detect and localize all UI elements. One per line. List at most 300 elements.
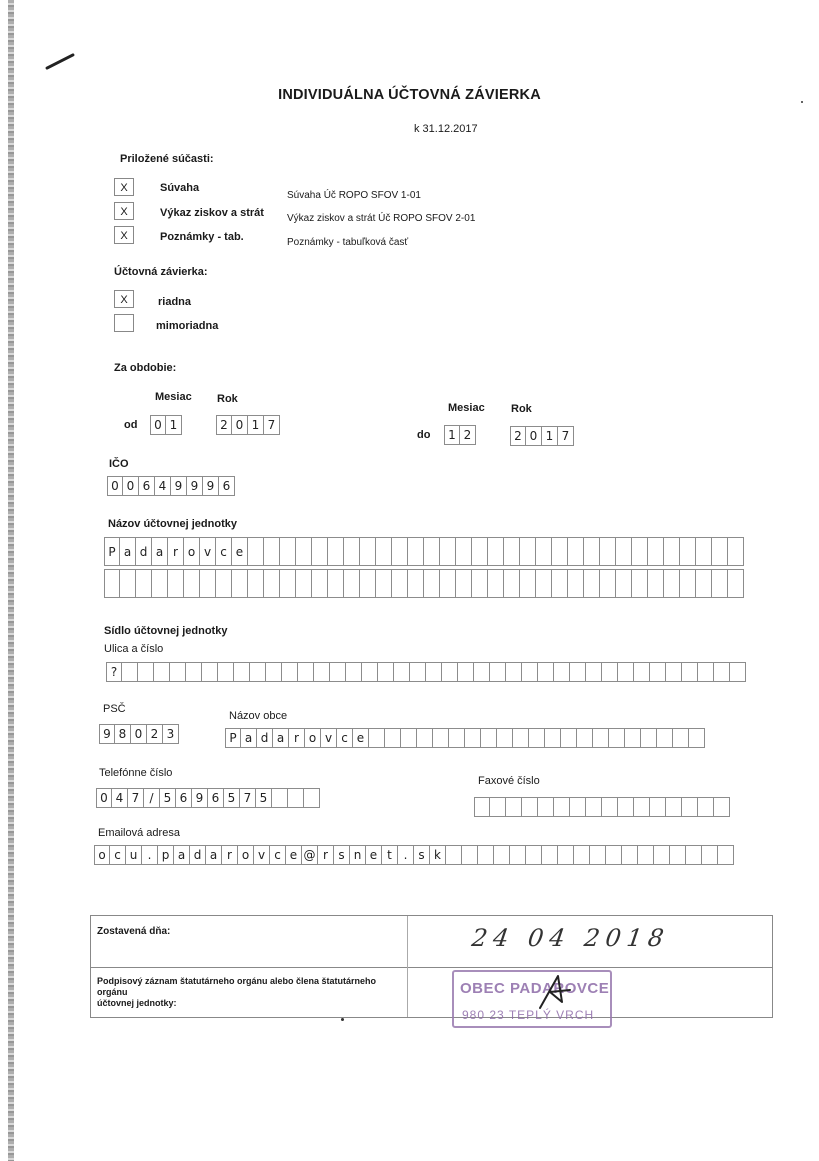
grid-cell[interactable] xyxy=(545,728,561,748)
grid-cell[interactable] xyxy=(522,797,538,817)
phone-grid[interactable] xyxy=(96,788,320,808)
grid-cell[interactable]: 3 xyxy=(163,724,179,744)
grid-cell[interactable]: 7 xyxy=(240,788,256,808)
grid-cell[interactable] xyxy=(506,797,522,817)
grid-cell[interactable] xyxy=(426,662,442,682)
grid-cell[interactable] xyxy=(474,662,490,682)
grid-cell[interactable] xyxy=(314,662,330,682)
grid-cell[interactable]: 7 xyxy=(128,788,144,808)
grid-cell[interactable]: r xyxy=(222,845,238,865)
grid-cell[interactable] xyxy=(698,662,714,682)
period-from-year-grid[interactable] xyxy=(216,415,280,435)
grid-cell[interactable] xyxy=(280,569,296,598)
ico-grid[interactable] xyxy=(107,476,235,496)
grid-cell[interactable] xyxy=(554,797,570,817)
grid-cell[interactable]: s xyxy=(414,845,430,865)
grid-cell[interactable] xyxy=(670,845,686,865)
grid-cell[interactable] xyxy=(456,537,472,566)
grid-cell[interactable] xyxy=(344,569,360,598)
grid-cell[interactable] xyxy=(488,537,504,566)
grid-cell[interactable] xyxy=(481,728,497,748)
signature-icon xyxy=(536,972,576,1012)
grid-cell[interactable] xyxy=(634,797,650,817)
grid-cell[interactable] xyxy=(490,662,506,682)
pen-mark xyxy=(45,53,75,70)
entity-name-label: Názov účtovnej jednotky xyxy=(108,518,237,530)
street-grid[interactable] xyxy=(106,662,746,682)
grid-cell[interactable] xyxy=(510,845,526,865)
attachment-desc-poznamky: Poznámky - tabuľková časť xyxy=(287,237,409,248)
grid-cell[interactable] xyxy=(122,662,138,682)
grid-cell[interactable]: . xyxy=(142,845,158,865)
grid-cell[interactable]: r xyxy=(289,728,305,748)
grid-cell[interactable] xyxy=(664,569,680,598)
grid-cell[interactable] xyxy=(657,728,673,748)
grid-cell[interactable]: 0 xyxy=(232,415,248,435)
grid-cell[interactable] xyxy=(654,845,670,865)
grid-cell[interactable] xyxy=(304,788,320,808)
period-to-label: do xyxy=(417,429,431,441)
town-label: Názov obce xyxy=(229,710,288,722)
grid-cell[interactable]: o xyxy=(305,728,321,748)
grid-cell[interactable]: 2 xyxy=(460,425,476,445)
grid-cell[interactable] xyxy=(266,662,282,682)
grid-cell[interactable] xyxy=(504,569,520,598)
grid-cell[interactable] xyxy=(280,537,296,566)
grid-cell[interactable] xyxy=(570,662,586,682)
attachment-checkbox-poznamky[interactable]: X xyxy=(114,226,134,244)
grid-cell[interactable] xyxy=(561,728,577,748)
period-to-month-label: Mesiac xyxy=(448,402,485,414)
grid-cell[interactable] xyxy=(712,537,728,566)
grid-cell[interactable] xyxy=(449,728,465,748)
grid-cell[interactable]: k xyxy=(430,845,446,865)
grid-cell[interactable]: 9 xyxy=(192,788,208,808)
grid-cell[interactable] xyxy=(606,845,622,865)
grid-cell[interactable] xyxy=(376,569,392,598)
grid-cell[interactable]: 2 xyxy=(147,724,163,744)
grid-cell[interactable]: n xyxy=(350,845,366,865)
grid-cell[interactable] xyxy=(522,662,538,682)
grid-cell[interactable]: a xyxy=(206,845,222,865)
grid-cell[interactable]: 6 xyxy=(176,788,192,808)
grid-cell[interactable] xyxy=(714,797,730,817)
grid-cell[interactable] xyxy=(536,569,552,598)
grid-cell[interactable]: c xyxy=(270,845,286,865)
grid-cell[interactable] xyxy=(202,662,218,682)
table-divider-vertical xyxy=(407,916,408,1017)
grid-cell[interactable] xyxy=(248,569,264,598)
grid-cell[interactable]: 4 xyxy=(112,788,128,808)
grid-cell[interactable]: 6 xyxy=(208,788,224,808)
grid-cell[interactable] xyxy=(440,569,456,598)
grid-cell[interactable] xyxy=(424,537,440,566)
document-title: INDIVIDUÁLNA ÚČTOVNÁ ZÁVIERKA xyxy=(278,87,541,103)
grid-cell[interactable] xyxy=(538,797,554,817)
grid-cell[interactable] xyxy=(584,537,600,566)
grid-cell[interactable] xyxy=(424,569,440,598)
grid-cell[interactable] xyxy=(600,569,616,598)
grid-cell[interactable]: P xyxy=(225,728,241,748)
grid-cell[interactable] xyxy=(410,662,426,682)
closing-label-riadna: riadna xyxy=(158,296,192,308)
grid-cell[interactable] xyxy=(465,728,481,748)
grid-cell[interactable] xyxy=(344,537,360,566)
grid-cell[interactable] xyxy=(702,845,718,865)
grid-cell[interactable]: 8 xyxy=(115,724,131,744)
grid-cell[interactable] xyxy=(616,569,632,598)
grid-cell[interactable] xyxy=(478,845,494,865)
grid-cell[interactable] xyxy=(728,537,744,566)
phone-label: Telefónne číslo xyxy=(99,767,173,779)
grid-cell[interactable] xyxy=(602,797,618,817)
grid-cell[interactable]: u xyxy=(126,845,142,865)
grid-cell[interactable] xyxy=(200,569,216,598)
grid-cell[interactable] xyxy=(152,569,168,598)
stamp-line-1: OBEC PADAROVCE xyxy=(460,980,610,997)
grid-cell[interactable] xyxy=(616,537,632,566)
period-from-month-label: Mesiac xyxy=(155,391,192,403)
fax-label: Faxové číslo xyxy=(478,775,540,787)
grid-cell[interactable] xyxy=(248,537,264,566)
grid-cell[interactable] xyxy=(458,662,474,682)
grid-cell[interactable] xyxy=(641,728,657,748)
grid-cell[interactable]: 4 xyxy=(155,476,171,496)
grid-cell[interactable] xyxy=(696,537,712,566)
grid-cell[interactable] xyxy=(622,845,638,865)
grid-cell[interactable] xyxy=(632,569,648,598)
grid-cell[interactable] xyxy=(312,537,328,566)
grid-cell[interactable]: c xyxy=(216,537,232,566)
ico-label: IČO xyxy=(109,458,129,470)
grid-cell[interactable] xyxy=(698,797,714,817)
grid-cell[interactable] xyxy=(362,662,378,682)
table-divider xyxy=(91,967,772,968)
grid-cell[interactable]: 7 xyxy=(558,426,574,446)
grid-cell[interactable] xyxy=(216,569,232,598)
grid-cell[interactable] xyxy=(625,728,641,748)
grid-cell[interactable] xyxy=(650,797,666,817)
scan-edge xyxy=(8,0,14,1161)
attachment-desc-suvaha: Súvaha Úč ROPO SFOV 1-01 xyxy=(287,190,421,201)
grid-cell[interactable]: 7 xyxy=(264,415,280,435)
grid-cell[interactable] xyxy=(542,845,558,865)
attachments-heading: Priložené súčasti: xyxy=(120,153,214,165)
grid-cell[interactable]: o xyxy=(94,845,110,865)
grid-cell[interactable] xyxy=(600,537,616,566)
grid-cell[interactable] xyxy=(520,537,536,566)
grid-cell[interactable] xyxy=(104,569,120,598)
grid-cell[interactable] xyxy=(272,788,288,808)
signature-label-line-1: Podpisový záznam štatutárneho orgánu alebo člena štatutárneho orgánu xyxy=(97,976,377,997)
grid-cell[interactable] xyxy=(218,662,234,682)
grid-cell[interactable] xyxy=(170,662,186,682)
grid-cell[interactable] xyxy=(586,662,602,682)
grid-cell[interactable] xyxy=(298,662,314,682)
grid-cell[interactable]: o xyxy=(238,845,254,865)
grid-cell[interactable] xyxy=(602,662,618,682)
grid-cell[interactable] xyxy=(168,569,184,598)
grid-cell[interactable] xyxy=(442,662,458,682)
grid-cell[interactable]: v xyxy=(254,845,270,865)
grid-cell[interactable]: a xyxy=(174,845,190,865)
grid-cell[interactable]: 5 xyxy=(224,788,240,808)
grid-cell[interactable]: 9 xyxy=(99,724,115,744)
grid-cell[interactable]: 1 xyxy=(248,415,264,435)
grid-cell[interactable] xyxy=(584,569,600,598)
grid-cell[interactable]: 0 xyxy=(526,426,542,446)
grid-cell[interactable] xyxy=(554,662,570,682)
grid-cell[interactable] xyxy=(234,662,250,682)
grid-cell[interactable] xyxy=(346,662,362,682)
grid-cell[interactable] xyxy=(417,728,433,748)
grid-cell[interactable] xyxy=(682,662,698,682)
grid-cell[interactable] xyxy=(296,537,312,566)
grid-cell[interactable] xyxy=(536,537,552,566)
stamp-line-2: 980 23 TEPLÝ VRCH xyxy=(462,1008,595,1022)
grid-cell[interactable] xyxy=(558,845,574,865)
grid-cell[interactable]: s xyxy=(334,845,350,865)
grid-cell[interactable] xyxy=(462,845,478,865)
grid-cell[interactable]: 6 xyxy=(139,476,155,496)
grid-cell[interactable]: t xyxy=(382,845,398,865)
attachment-checkbox-suvaha[interactable]: X xyxy=(114,178,134,196)
official-stamp xyxy=(452,970,612,1028)
attachment-name-vykaz: Výkaz ziskov a strát xyxy=(160,207,264,219)
grid-cell[interactable]: 1 xyxy=(166,415,182,435)
grid-cell[interactable] xyxy=(568,537,584,566)
grid-cell[interactable] xyxy=(488,569,504,598)
grid-cell[interactable]: 0 xyxy=(131,724,147,744)
grid-cell[interactable] xyxy=(718,845,734,865)
grid-cell[interactable] xyxy=(506,662,522,682)
grid-cell[interactable]: e xyxy=(366,845,382,865)
period-from-label: od xyxy=(124,419,138,431)
grid-cell[interactable] xyxy=(360,537,376,566)
attachment-name-suvaha: Súvaha xyxy=(160,182,200,194)
grid-cell[interactable] xyxy=(730,662,746,682)
grid-cell[interactable]: P xyxy=(104,537,120,566)
grid-cell[interactable]: 0 xyxy=(123,476,139,496)
grid-cell[interactable]: c xyxy=(337,728,353,748)
grid-cell[interactable] xyxy=(154,662,170,682)
grid-cell[interactable]: e xyxy=(286,845,302,865)
grid-cell[interactable] xyxy=(520,569,536,598)
grid-cell[interactable] xyxy=(529,728,545,748)
grid-cell[interactable] xyxy=(494,845,510,865)
grid-cell[interactable] xyxy=(136,569,152,598)
grid-cell[interactable] xyxy=(504,537,520,566)
grid-cell[interactable] xyxy=(376,537,392,566)
grid-cell[interactable] xyxy=(552,569,568,598)
grid-cell[interactable] xyxy=(408,537,424,566)
grid-cell[interactable] xyxy=(728,569,744,598)
grid-cell[interactable] xyxy=(378,662,394,682)
grid-cell[interactable]: c xyxy=(110,845,126,865)
closing-checkbox-mimoriadna[interactable] xyxy=(114,314,134,332)
grid-cell[interactable] xyxy=(682,797,698,817)
grid-cell[interactable] xyxy=(369,728,385,748)
grid-cell[interactable] xyxy=(330,662,346,682)
grid-cell[interactable]: d xyxy=(136,537,152,566)
grid-cell[interactable]: 0 xyxy=(96,788,112,808)
grid-cell[interactable]: ? xyxy=(106,662,122,682)
grid-cell[interactable] xyxy=(250,662,266,682)
grid-cell[interactable]: 0 xyxy=(150,415,166,435)
closing-type-heading: Účtovná závierka: xyxy=(114,266,208,278)
fax-grid[interactable] xyxy=(474,797,730,817)
grid-cell[interactable]: 5 xyxy=(256,788,272,808)
grid-cell[interactable] xyxy=(618,797,634,817)
grid-cell[interactable]: 2 xyxy=(216,415,232,435)
grid-cell[interactable] xyxy=(680,537,696,566)
scan-speck xyxy=(801,101,803,103)
grid-cell[interactable] xyxy=(538,662,554,682)
compiled-date-handwritten[interactable]: 24 04 2018 xyxy=(470,924,672,952)
grid-cell[interactable] xyxy=(474,797,490,817)
grid-cell[interactable]: 1 xyxy=(542,426,558,446)
grid-cell[interactable]: e xyxy=(353,728,369,748)
grid-cell[interactable] xyxy=(401,728,417,748)
grid-cell[interactable]: a xyxy=(120,537,136,566)
grid-cell[interactable] xyxy=(433,728,449,748)
town-grid[interactable] xyxy=(225,728,705,748)
grid-cell[interactable]: 5 xyxy=(160,788,176,808)
street-label: Ulica a číslo xyxy=(104,643,164,655)
entity-name-row-1[interactable] xyxy=(104,537,744,566)
grid-cell[interactable] xyxy=(570,797,586,817)
grid-cell[interactable] xyxy=(526,845,542,865)
grid-cell[interactable] xyxy=(689,728,705,748)
signature-label-line-2: účtovnej jednotky: xyxy=(97,998,177,1008)
grid-cell[interactable] xyxy=(648,537,664,566)
grid-cell[interactable] xyxy=(664,537,680,566)
period-from-month-grid[interactable] xyxy=(150,415,182,435)
grid-cell[interactable] xyxy=(609,728,625,748)
grid-cell[interactable]: 9 xyxy=(187,476,203,496)
grid-cell[interactable] xyxy=(392,569,408,598)
attachment-checkbox-vykaz[interactable]: X xyxy=(114,202,134,220)
grid-cell[interactable] xyxy=(552,537,568,566)
grid-cell[interactable] xyxy=(288,788,304,808)
grid-cell[interactable] xyxy=(634,662,650,682)
grid-cell[interactable] xyxy=(328,569,344,598)
grid-cell[interactable] xyxy=(650,662,666,682)
grid-cell[interactable] xyxy=(618,662,634,682)
document-date: k 31.12.2017 xyxy=(414,123,478,135)
grid-cell[interactable]: a xyxy=(152,537,168,566)
grid-cell[interactable] xyxy=(312,569,328,598)
grid-cell[interactable] xyxy=(586,797,602,817)
zip-grid[interactable] xyxy=(99,724,179,744)
grid-cell[interactable] xyxy=(638,845,654,865)
grid-cell[interactable]: 9 xyxy=(203,476,219,496)
grid-cell[interactable]: 0 xyxy=(107,476,123,496)
grid-cell[interactable] xyxy=(714,662,730,682)
grid-cell[interactable]: v xyxy=(200,537,216,566)
grid-cell[interactable]: e xyxy=(232,537,248,566)
grid-cell[interactable]: d xyxy=(257,728,273,748)
grid-cell[interactable]: r xyxy=(318,845,334,865)
grid-cell[interactable] xyxy=(577,728,593,748)
signature-table xyxy=(90,915,773,1018)
grid-cell[interactable] xyxy=(666,797,682,817)
grid-cell[interactable]: 9 xyxy=(171,476,187,496)
grid-cell[interactable]: a xyxy=(241,728,257,748)
grid-cell[interactable] xyxy=(232,569,248,598)
grid-cell[interactable] xyxy=(590,845,606,865)
email-grid[interactable] xyxy=(94,845,734,865)
grid-cell[interactable] xyxy=(673,728,689,748)
grid-cell[interactable] xyxy=(138,662,154,682)
entity-name-row-2[interactable] xyxy=(104,569,744,598)
grid-cell[interactable] xyxy=(360,569,376,598)
grid-cell[interactable] xyxy=(184,569,200,598)
grid-cell[interactable]: @ xyxy=(302,845,318,865)
grid-cell[interactable]: d xyxy=(190,845,206,865)
grid-cell[interactable] xyxy=(456,569,472,598)
period-heading: Za obdobie: xyxy=(114,362,177,374)
grid-cell[interactable]: o xyxy=(184,537,200,566)
period-to-month-grid[interactable] xyxy=(444,425,476,445)
grid-cell[interactable]: v xyxy=(321,728,337,748)
grid-cell[interactable] xyxy=(686,845,702,865)
grid-cell[interactable] xyxy=(408,569,424,598)
grid-cell[interactable] xyxy=(385,728,401,748)
compiled-date-label: Zostavená dňa: xyxy=(97,926,171,937)
closing-checkbox-riadna[interactable]: X xyxy=(114,290,134,308)
grid-cell[interactable] xyxy=(513,728,529,748)
grid-cell[interactable] xyxy=(497,728,513,748)
grid-cell[interactable] xyxy=(446,845,462,865)
grid-cell[interactable] xyxy=(490,797,506,817)
grid-cell[interactable] xyxy=(472,569,488,598)
grid-cell[interactable] xyxy=(712,569,728,598)
grid-cell[interactable]: 2 xyxy=(510,426,526,446)
grid-cell[interactable] xyxy=(296,569,312,598)
grid-cell[interactable]: 6 xyxy=(219,476,235,496)
grid-cell[interactable] xyxy=(574,845,590,865)
grid-cell[interactable]: p xyxy=(158,845,174,865)
grid-cell[interactable]: / xyxy=(144,788,160,808)
period-from-year-label: Rok xyxy=(217,393,238,405)
attachment-name-poznamky: Poznámky - tab. xyxy=(160,231,244,243)
grid-cell[interactable] xyxy=(392,537,408,566)
grid-cell[interactable] xyxy=(264,537,280,566)
grid-cell[interactable] xyxy=(264,569,280,598)
grid-cell[interactable] xyxy=(472,537,488,566)
grid-cell[interactable] xyxy=(440,537,456,566)
grid-cell[interactable] xyxy=(120,569,136,598)
grid-cell[interactable]: r xyxy=(168,537,184,566)
grid-cell[interactable]: 1 xyxy=(444,425,460,445)
period-to-year-grid[interactable] xyxy=(510,426,574,446)
grid-cell[interactable] xyxy=(593,728,609,748)
grid-cell[interactable] xyxy=(328,537,344,566)
grid-cell[interactable]: . xyxy=(398,845,414,865)
grid-cell[interactable] xyxy=(394,662,410,682)
grid-cell[interactable] xyxy=(632,537,648,566)
grid-cell[interactable] xyxy=(648,569,664,598)
grid-cell[interactable] xyxy=(680,569,696,598)
grid-cell[interactable] xyxy=(666,662,682,682)
grid-cell[interactable]: a xyxy=(273,728,289,748)
grid-cell[interactable] xyxy=(568,569,584,598)
grid-cell[interactable] xyxy=(282,662,298,682)
email-label: Emailová adresa xyxy=(98,827,180,839)
grid-cell[interactable] xyxy=(186,662,202,682)
grid-cell[interactable] xyxy=(696,569,712,598)
